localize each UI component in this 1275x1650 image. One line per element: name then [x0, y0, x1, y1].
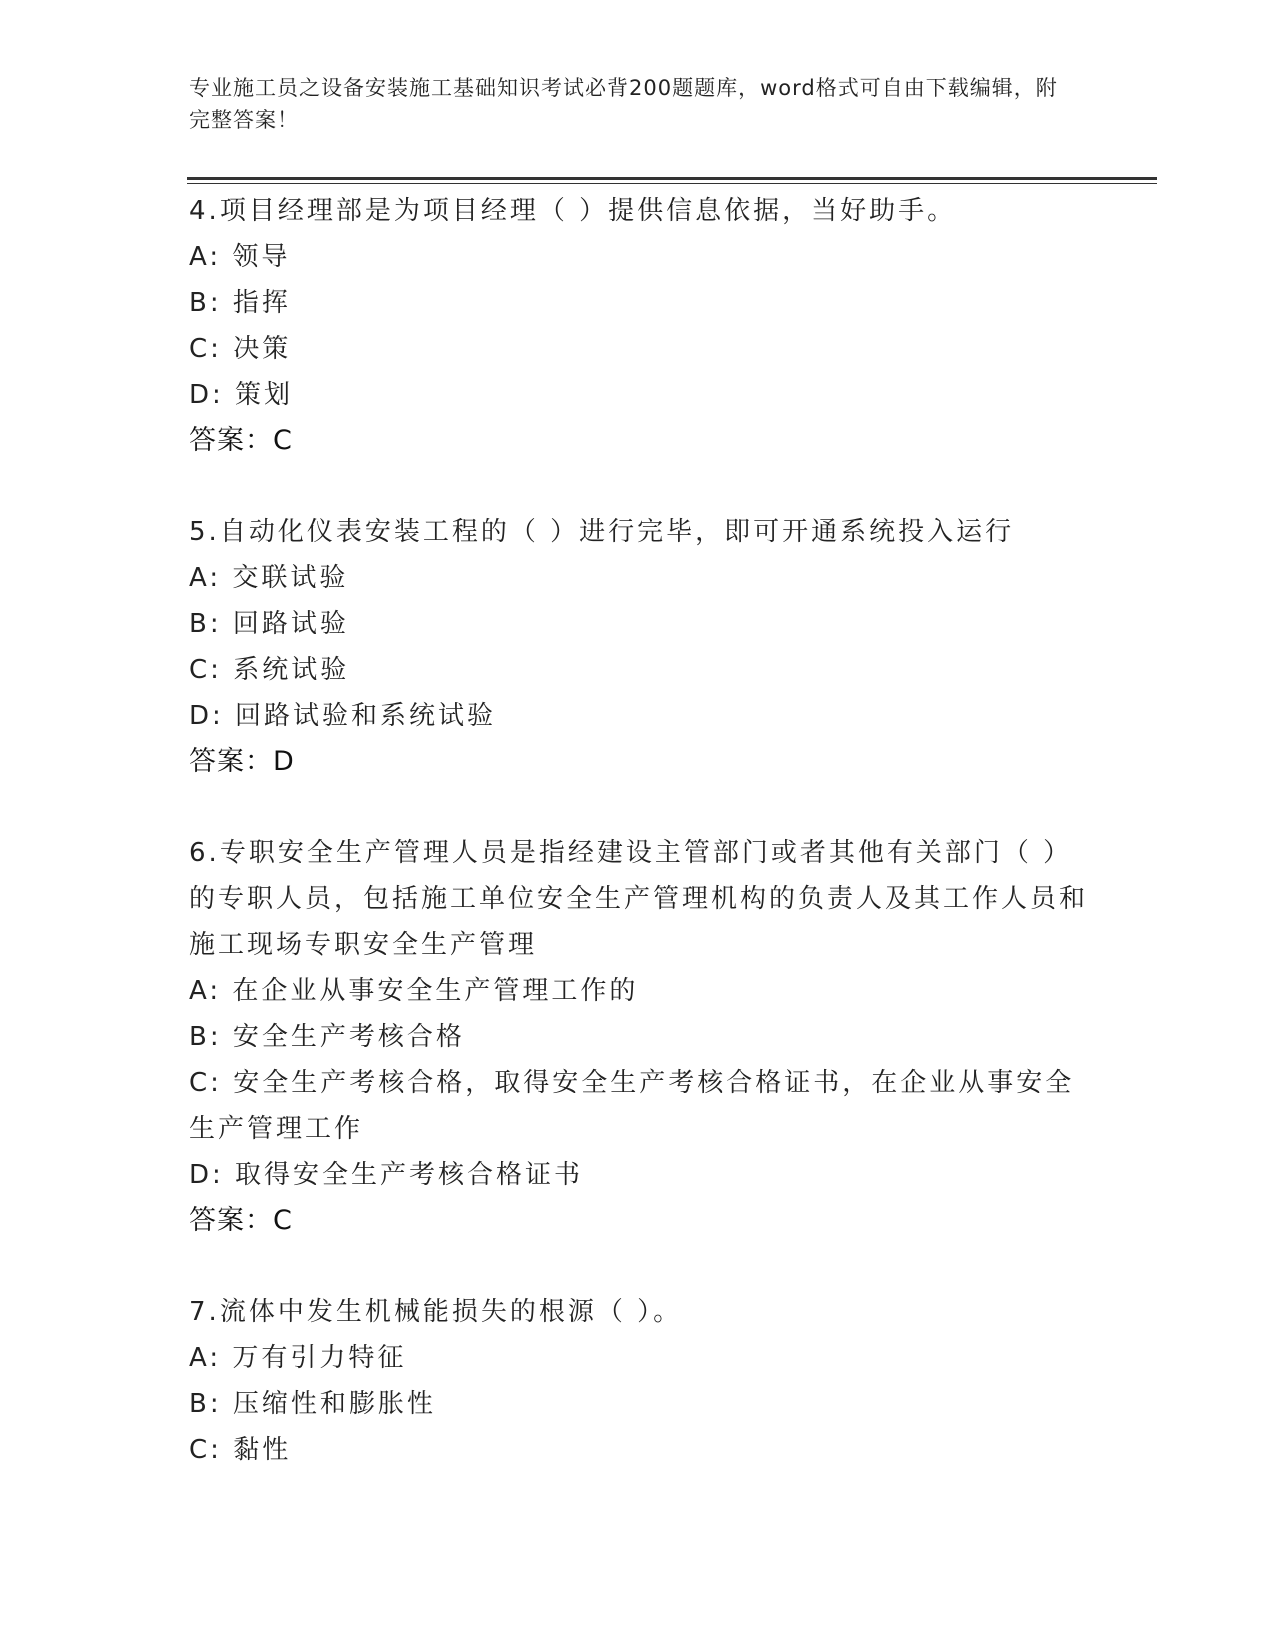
question-list [189, 188, 1089, 1473]
option-d [189, 372, 1089, 418]
option-text: 策划 [235, 380, 294, 410]
question-text [189, 509, 1089, 555]
option-letter: B: [189, 1022, 222, 1052]
question-text [189, 830, 1089, 968]
option-text: 交联试验 [232, 563, 349, 593]
option-text: 黏性 [233, 1435, 292, 1465]
option-b [189, 1381, 1089, 1427]
option-text: 决策 [233, 334, 292, 364]
option-text: 压缩性和膨胀性 [232, 1389, 436, 1419]
option-letter: D: [189, 1160, 224, 1190]
option-text: 万有引力特征 [232, 1343, 407, 1373]
answer-value: D [273, 746, 295, 777]
option-b [189, 1014, 1089, 1060]
option-c [189, 1060, 1089, 1152]
option-text: 安全生产考核合格，取得安全生产考核合格证书，在企业从事安全生产管理工作 [189, 1068, 1075, 1144]
option-letter: A: [189, 242, 222, 272]
option-a [189, 1335, 1089, 1381]
option-text: 指挥 [232, 288, 291, 318]
question-text [189, 1289, 1089, 1335]
option-b [189, 280, 1089, 326]
question-spacer [189, 464, 1089, 509]
option-a [189, 555, 1089, 601]
question-stem: 自动化仪表安装工程的（ ）进行完毕，即可开通系统投入运行 [219, 517, 1015, 547]
option-letter: A: [189, 976, 222, 1006]
option-letter: A: [189, 1343, 222, 1373]
option-letter: D: [189, 380, 224, 410]
option-letter: B: [189, 1389, 222, 1419]
option-text: 取得安全生产考核合格证书 [235, 1160, 584, 1190]
question-number: 6. [189, 838, 220, 868]
question-7 [189, 1289, 1089, 1473]
question-stem: 项目经理部是为项目经理（ ）提供信息依据，当好助手。 [219, 196, 957, 226]
answer-line [189, 739, 1089, 785]
answer-label: 答案： [189, 425, 273, 456]
question-6 [189, 830, 1089, 1244]
question-spacer [189, 1244, 1089, 1289]
question-spacer [189, 785, 1089, 830]
question-number: 7. [189, 1297, 220, 1327]
question-number: 4. [189, 196, 220, 226]
option-text: 安全生产考核合格 [232, 1022, 465, 1052]
answer-line [189, 418, 1089, 464]
option-c [189, 1427, 1089, 1473]
option-text: 系统试验 [233, 655, 350, 685]
option-letter: C: [189, 1435, 222, 1465]
question-5 [189, 509, 1089, 785]
header-divider-thin [187, 183, 1157, 184]
option-d [189, 693, 1089, 739]
answer-label: 答案： [189, 1205, 273, 1236]
option-c [189, 326, 1089, 372]
question-stem: 流体中发生机械能损失的根源（ ）。 [219, 1297, 683, 1327]
option-text: 领导 [232, 242, 291, 272]
option-letter: C: [189, 334, 222, 364]
question-4 [189, 188, 1089, 464]
document-title: 专业施工员之设备安装施工基础知识考试必背200题题库，word格式可自由下载编辑，附完整答案！ [189, 76, 1058, 132]
option-letter: B: [189, 288, 222, 318]
document-header [189, 72, 1069, 136]
option-letter: D: [189, 701, 224, 731]
answer-line [189, 1198, 1089, 1244]
answer-value: C [273, 425, 293, 456]
header-divider-thick [187, 177, 1157, 180]
option-b [189, 601, 1089, 647]
option-letter: C: [189, 1068, 222, 1098]
option-d [189, 1152, 1089, 1198]
option-letter: B: [189, 609, 222, 639]
question-number: 5. [189, 517, 220, 547]
option-c [189, 647, 1089, 693]
answer-value: C [273, 1205, 293, 1236]
answer-label: 答案： [189, 746, 273, 777]
question-stem: 专职安全生产管理人员是指经建设主管部门或者其他有关部门（ ）的专职人员，包括施工单位安全生产管理机构的负责人及其工作人员和施工现场专职安全生产管理 [189, 838, 1089, 960]
option-text: 回路试验和系统试验 [235, 701, 497, 731]
option-letter: A: [189, 563, 222, 593]
option-text: 回路试验 [232, 609, 349, 639]
option-letter: C: [189, 655, 222, 685]
question-text [189, 188, 1089, 234]
option-a [189, 968, 1089, 1014]
option-a [189, 234, 1089, 280]
option-text: 在企业从事安全生产管理工作的 [232, 976, 639, 1006]
